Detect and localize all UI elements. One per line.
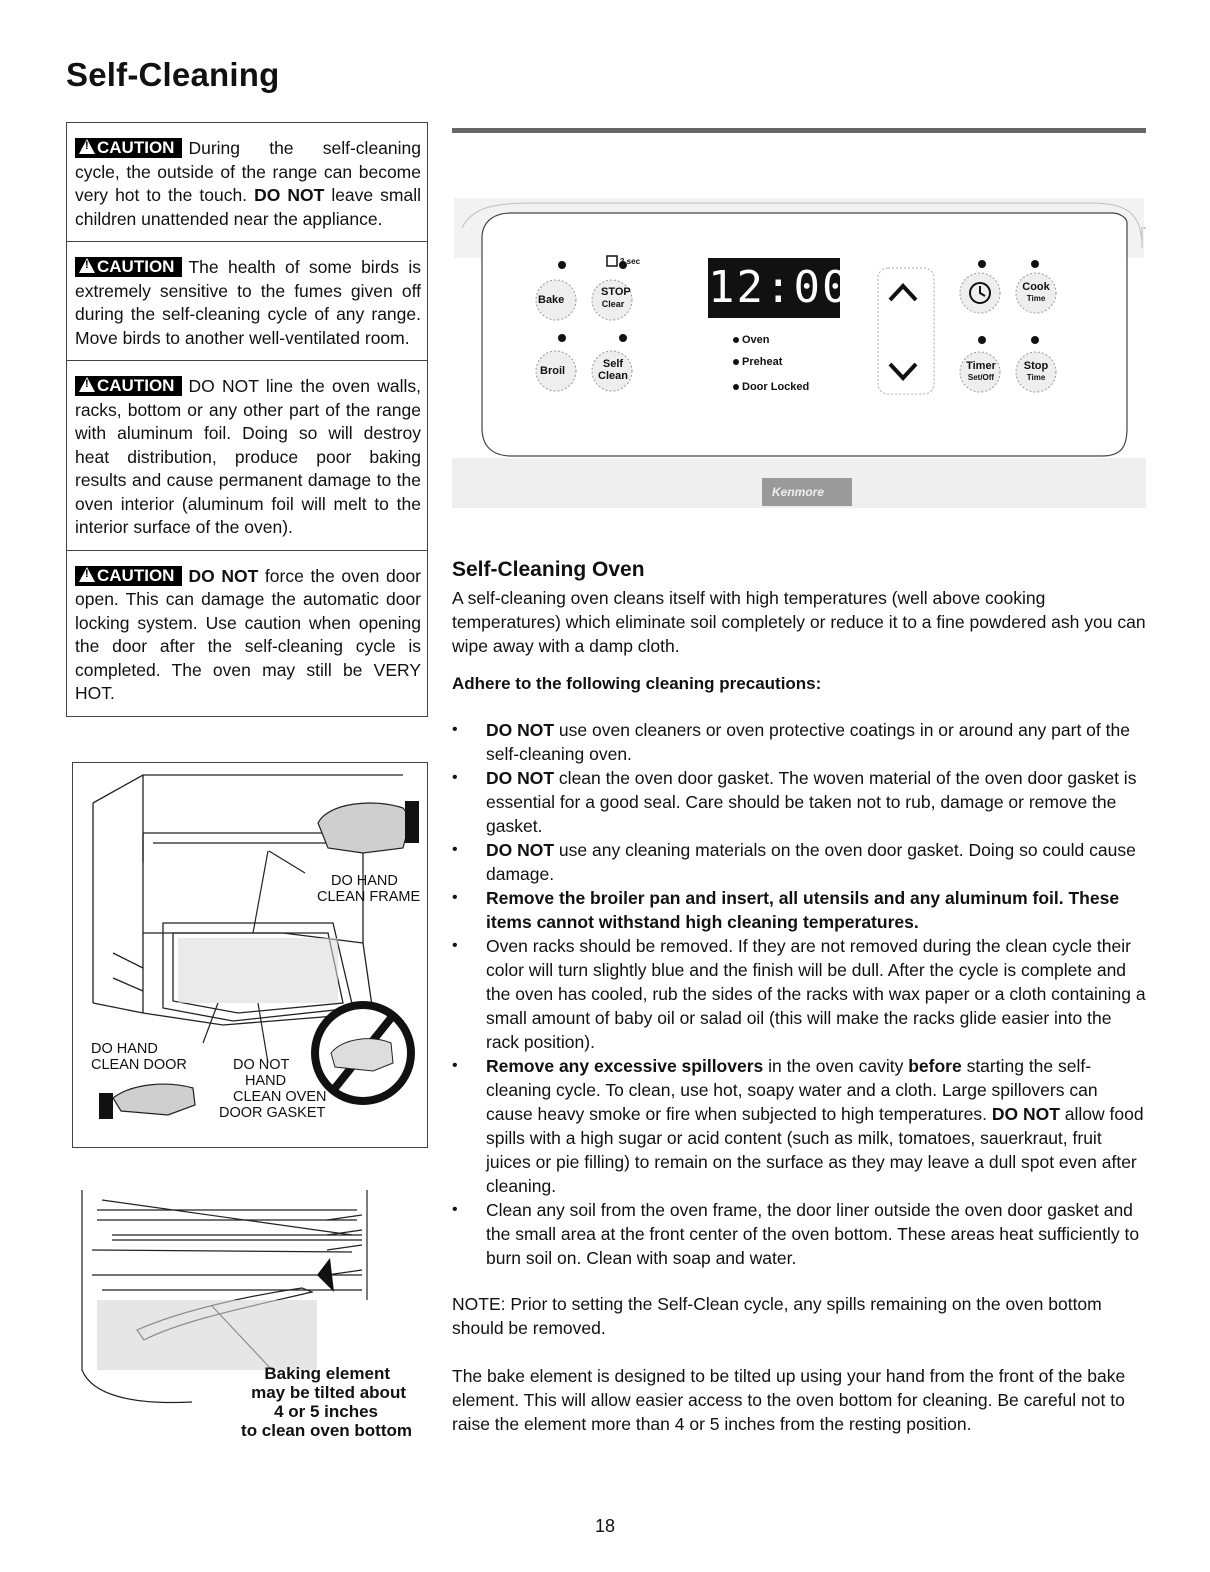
caution-badge: !CAUTION bbox=[75, 138, 182, 158]
hand-cloth-icon bbox=[318, 801, 419, 853]
stop-clear-button[interactable]: STOP Clear bbox=[601, 286, 631, 309]
hand-cloth-icon bbox=[99, 1084, 195, 1119]
warning-icon bbox=[79, 567, 95, 582]
label-do-not-clean-gasket: DO NOT HAND CLEAN OVEN DOOR GASKET bbox=[219, 1057, 327, 1121]
self-cleaning-oven-section bbox=[452, 558, 1146, 1436]
section-heading: Self-Cleaning Oven bbox=[452, 558, 645, 581]
label-do-hand-clean-door: DO HAND CLEAN DOOR bbox=[91, 1041, 187, 1073]
indicator-oven: Oven bbox=[742, 334, 770, 346]
list-item: • Remove the broiler pan and insert, all utensils and any aluminum foil. These items cannot withstand high cleaning temperatures. bbox=[452, 886, 1146, 934]
broil-button[interactable]: Broil bbox=[540, 365, 566, 377]
page-title: Self-Cleaning bbox=[66, 56, 280, 93]
self-clean-button[interactable]: Self Clean bbox=[598, 358, 628, 382]
baking-element-illustration bbox=[72, 1180, 426, 1450]
oven-door-illustration bbox=[72, 762, 428, 1148]
caution-block: !CAUTION DO NOT force the oven door open. This can damage the automatic door locking system. Use caution when opening the door after the self-cleaning cycle is completed. The oven may still be VERY HOT. bbox=[67, 551, 427, 717]
warning-icon bbox=[79, 377, 95, 392]
up-arrow-icon bbox=[317, 1258, 334, 1292]
prohibition-icon bbox=[315, 1005, 411, 1101]
caution-block: !CAUTION During the self-cleaning cycle, the outside of the range can become very hot to the touch. DO NOT leave small children unattended near the appliance. bbox=[67, 123, 427, 242]
caution-badge: !CAUTION bbox=[75, 376, 182, 396]
bake-button[interactable]: Bake bbox=[538, 294, 565, 306]
list-item: • DO NOT clean the oven door gasket. The woven material of the oven door gasket is essential for a good seal. Care should be taken not to rub, damage or remove the gasket. bbox=[452, 766, 1146, 838]
list-item: • Clean any soil from the oven frame, the door liner outside the oven door gasket and the small area at the front center of the oven bottom. These areas heat sufficiently to burn soil on. Clean with soap and water. bbox=[452, 1198, 1146, 1270]
clock-display: 12:00 bbox=[708, 258, 840, 318]
caution-list bbox=[66, 122, 428, 717]
precautions-heading: Adhere to the following cleaning precautions: bbox=[452, 674, 822, 693]
panel-outline bbox=[452, 128, 1146, 510]
list-item: • DO NOT use oven cleaners or oven protective coatings in or around any part of the self-cleaning oven. bbox=[452, 718, 1146, 766]
indicator-door-locked: Door Locked bbox=[742, 381, 810, 393]
page-number: 18 bbox=[594, 1516, 616, 1536]
bake-element-paragraph: The bake element is designed to be tilted up using your hand from the front of the bake element. This will allow easier access to the oven bottom for cleaning. Be careful not to raise the element more than 4 or 5 inches from the resting position. bbox=[452, 1366, 1126, 1434]
baking-element-caption: Baking element may be tilted about 4 or 5 inches to clean oven bottom bbox=[241, 1364, 412, 1440]
caution-block: !CAUTION The health of some birds is extremely sensitive to the fumes given off during the self-cleaning cycle of any range. Move birds to another well-ventilated room. bbox=[67, 242, 427, 361]
warning-icon bbox=[79, 139, 95, 154]
control-panel-illustration bbox=[452, 128, 1146, 510]
warning-icon bbox=[79, 258, 95, 273]
list-item: • Remove any excessive spillovers in the oven cavity before starting the self-cleaning cycle. To clean, use hot, soapy water and a cloth. Large spillovers can cause heavy smoke or fire when subjected to high temperatures. DO NOT allow food spills with a high sugar or acid content (such as milk, tomatoes, sauerkraut, fruit juices or pie filling) to remain on the surface as they may leave a dull spot even after cleaning. bbox=[452, 1054, 1146, 1198]
indicator-preheat: Preheat bbox=[742, 356, 783, 368]
caution-block: !CAUTION DO NOT line the oven walls, racks, bottom or any other part of the range with aluminum foil. Doing so will destroy heat distribution, produce poor baking results and cause permanent damage to the oven interior (aluminum foil will melt to the interior surface of the oven). bbox=[67, 361, 427, 551]
brand-logo: Kenmore bbox=[772, 485, 825, 499]
note-paragraph: NOTE: Prior to setting the Self-Clean cycle, any spills remaining on the oven bottom should be removed. bbox=[452, 1294, 1102, 1338]
stop-time-button[interactable]: Stop Time bbox=[1023, 360, 1049, 382]
lock-label: 3 sec bbox=[620, 257, 641, 266]
timer-button[interactable]: Timer Set/Off bbox=[966, 360, 996, 382]
label-do-hand-clean-frame: DO HAND CLEAN FRAME bbox=[317, 873, 421, 905]
list-item: • Oven racks should be removed. If they are not removed during the clean cycle their color will turn slightly blue and the finish will be dull. After the cycle is complete and the oven has cooled, rub the sides of the racks with wax paper or a cloth containing a small amount of baby oil or salad oil (this will make the racks glide easier into the rack position). bbox=[452, 934, 1146, 1054]
precautions-list bbox=[452, 718, 1146, 1270]
caution-badge: !CAUTION bbox=[75, 566, 182, 586]
caution-badge: !CAUTION bbox=[75, 257, 182, 277]
list-item: • DO NOT use any cleaning materials on the oven door gasket. Doing so could cause damage. bbox=[452, 838, 1146, 886]
cook-time-button[interactable]: Cook Time bbox=[1022, 281, 1050, 303]
section-intro: A self-cleaning oven cleans itself with high temperatures (well above cooking temperatures) which eliminate soil completely or reduce it to a fine powdered ash you can wipe away with a damp cloth. bbox=[452, 588, 1146, 656]
